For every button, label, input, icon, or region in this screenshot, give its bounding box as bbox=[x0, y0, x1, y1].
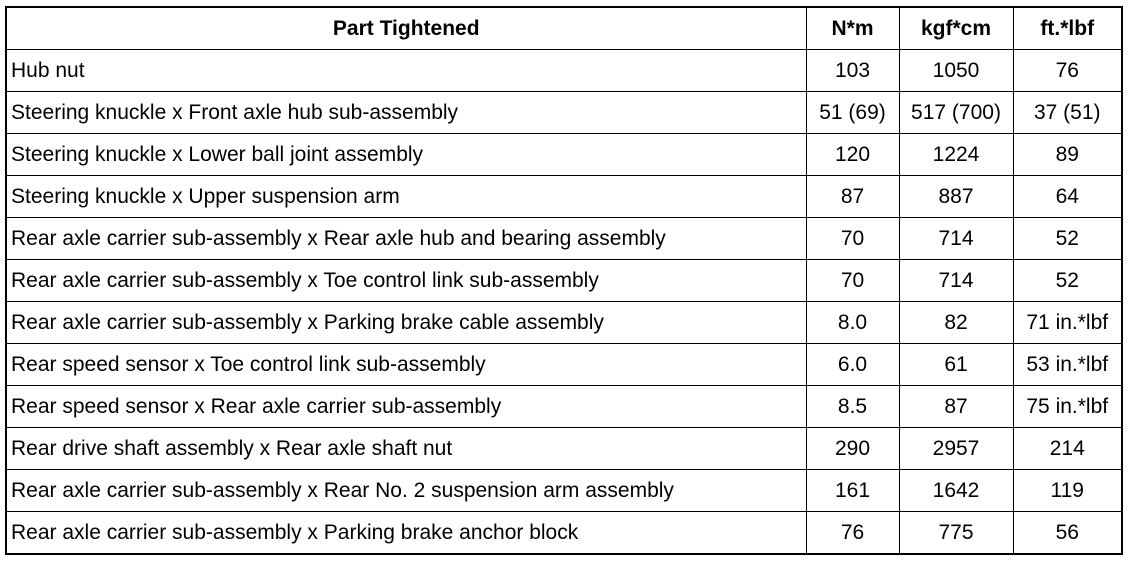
part-cell: Steering knuckle x Lower ball joint assembly bbox=[6, 134, 806, 176]
ftlbf-cell: 37 (51) bbox=[1013, 92, 1122, 134]
kgfcm-cell: 714 bbox=[899, 218, 1013, 260]
header-nm: N*m bbox=[806, 7, 899, 50]
header-ftlbf: ft.*lbf bbox=[1013, 7, 1122, 50]
kgfcm-cell: 714 bbox=[899, 260, 1013, 302]
part-cell: Hub nut bbox=[6, 50, 806, 92]
kgfcm-cell: 2957 bbox=[899, 428, 1013, 470]
part-cell: Steering knuckle x Front axle hub sub-assembly bbox=[6, 92, 806, 134]
torque-spec-table bbox=[5, 6, 1123, 555]
kgfcm-cell: 517 (700) bbox=[899, 92, 1013, 134]
part-cell: Rear axle carrier sub-assembly x Toe control link sub-assembly bbox=[6, 260, 806, 302]
ftlbf-cell: 53 in.*lbf bbox=[1013, 344, 1122, 386]
table-row bbox=[6, 428, 1122, 470]
table-row bbox=[6, 260, 1122, 302]
nm-cell: 6.0 bbox=[806, 344, 899, 386]
kgfcm-cell: 82 bbox=[899, 302, 1013, 344]
ftlbf-cell: 214 bbox=[1013, 428, 1122, 470]
nm-cell: 290 bbox=[806, 428, 899, 470]
ftlbf-cell: 52 bbox=[1013, 260, 1122, 302]
nm-cell: 70 bbox=[806, 260, 899, 302]
ftlbf-cell: 119 bbox=[1013, 470, 1122, 512]
table-row bbox=[6, 470, 1122, 512]
nm-cell: 8.5 bbox=[806, 386, 899, 428]
table-row bbox=[6, 218, 1122, 260]
part-cell: Steering knuckle x Upper suspension arm bbox=[6, 176, 806, 218]
nm-cell: 70 bbox=[806, 218, 899, 260]
table-row bbox=[6, 386, 1122, 428]
table-row bbox=[6, 344, 1122, 386]
nm-cell: 87 bbox=[806, 176, 899, 218]
table-row bbox=[6, 50, 1122, 92]
table-header-row bbox=[6, 7, 1122, 50]
part-cell: Rear axle carrier sub-assembly x Rear No. 2 suspension arm assembly bbox=[6, 470, 806, 512]
part-cell: Rear axle carrier sub-assembly x Rear axle hub and bearing assembly bbox=[6, 218, 806, 260]
ftlbf-cell: 56 bbox=[1013, 512, 1122, 555]
ftlbf-cell: 71 in.*lbf bbox=[1013, 302, 1122, 344]
part-cell: Rear speed sensor x Rear axle carrier sub-assembly bbox=[6, 386, 806, 428]
table-row bbox=[6, 512, 1122, 555]
nm-cell: 8.0 bbox=[806, 302, 899, 344]
kgfcm-cell: 775 bbox=[899, 512, 1013, 555]
header-part-tightened: Part Tightened bbox=[6, 7, 806, 50]
ftlbf-cell: 52 bbox=[1013, 218, 1122, 260]
kgfcm-cell: 1050 bbox=[899, 50, 1013, 92]
nm-cell: 103 bbox=[806, 50, 899, 92]
nm-cell: 120 bbox=[806, 134, 899, 176]
table-row bbox=[6, 176, 1122, 218]
kgfcm-cell: 87 bbox=[899, 386, 1013, 428]
table-row bbox=[6, 92, 1122, 134]
header-kgfcm: kgf*cm bbox=[899, 7, 1013, 50]
part-cell: Rear axle carrier sub-assembly x Parking brake cable assembly bbox=[6, 302, 806, 344]
kgfcm-cell: 1642 bbox=[899, 470, 1013, 512]
torque-spec-table-wrapper bbox=[5, 6, 1123, 555]
ftlbf-cell: 64 bbox=[1013, 176, 1122, 218]
ftlbf-cell: 75 in.*lbf bbox=[1013, 386, 1122, 428]
part-cell: Rear speed sensor x Toe control link sub-assembly bbox=[6, 344, 806, 386]
nm-cell: 76 bbox=[806, 512, 899, 555]
ftlbf-cell: 76 bbox=[1013, 50, 1122, 92]
part-cell: Rear axle carrier sub-assembly x Parking brake anchor block bbox=[6, 512, 806, 555]
table-row bbox=[6, 302, 1122, 344]
table-row bbox=[6, 134, 1122, 176]
nm-cell: 51 (69) bbox=[806, 92, 899, 134]
ftlbf-cell: 89 bbox=[1013, 134, 1122, 176]
kgfcm-cell: 1224 bbox=[899, 134, 1013, 176]
kgfcm-cell: 61 bbox=[899, 344, 1013, 386]
nm-cell: 161 bbox=[806, 470, 899, 512]
kgfcm-cell: 887 bbox=[899, 176, 1013, 218]
part-cell: Rear drive shaft assembly x Rear axle shaft nut bbox=[6, 428, 806, 470]
